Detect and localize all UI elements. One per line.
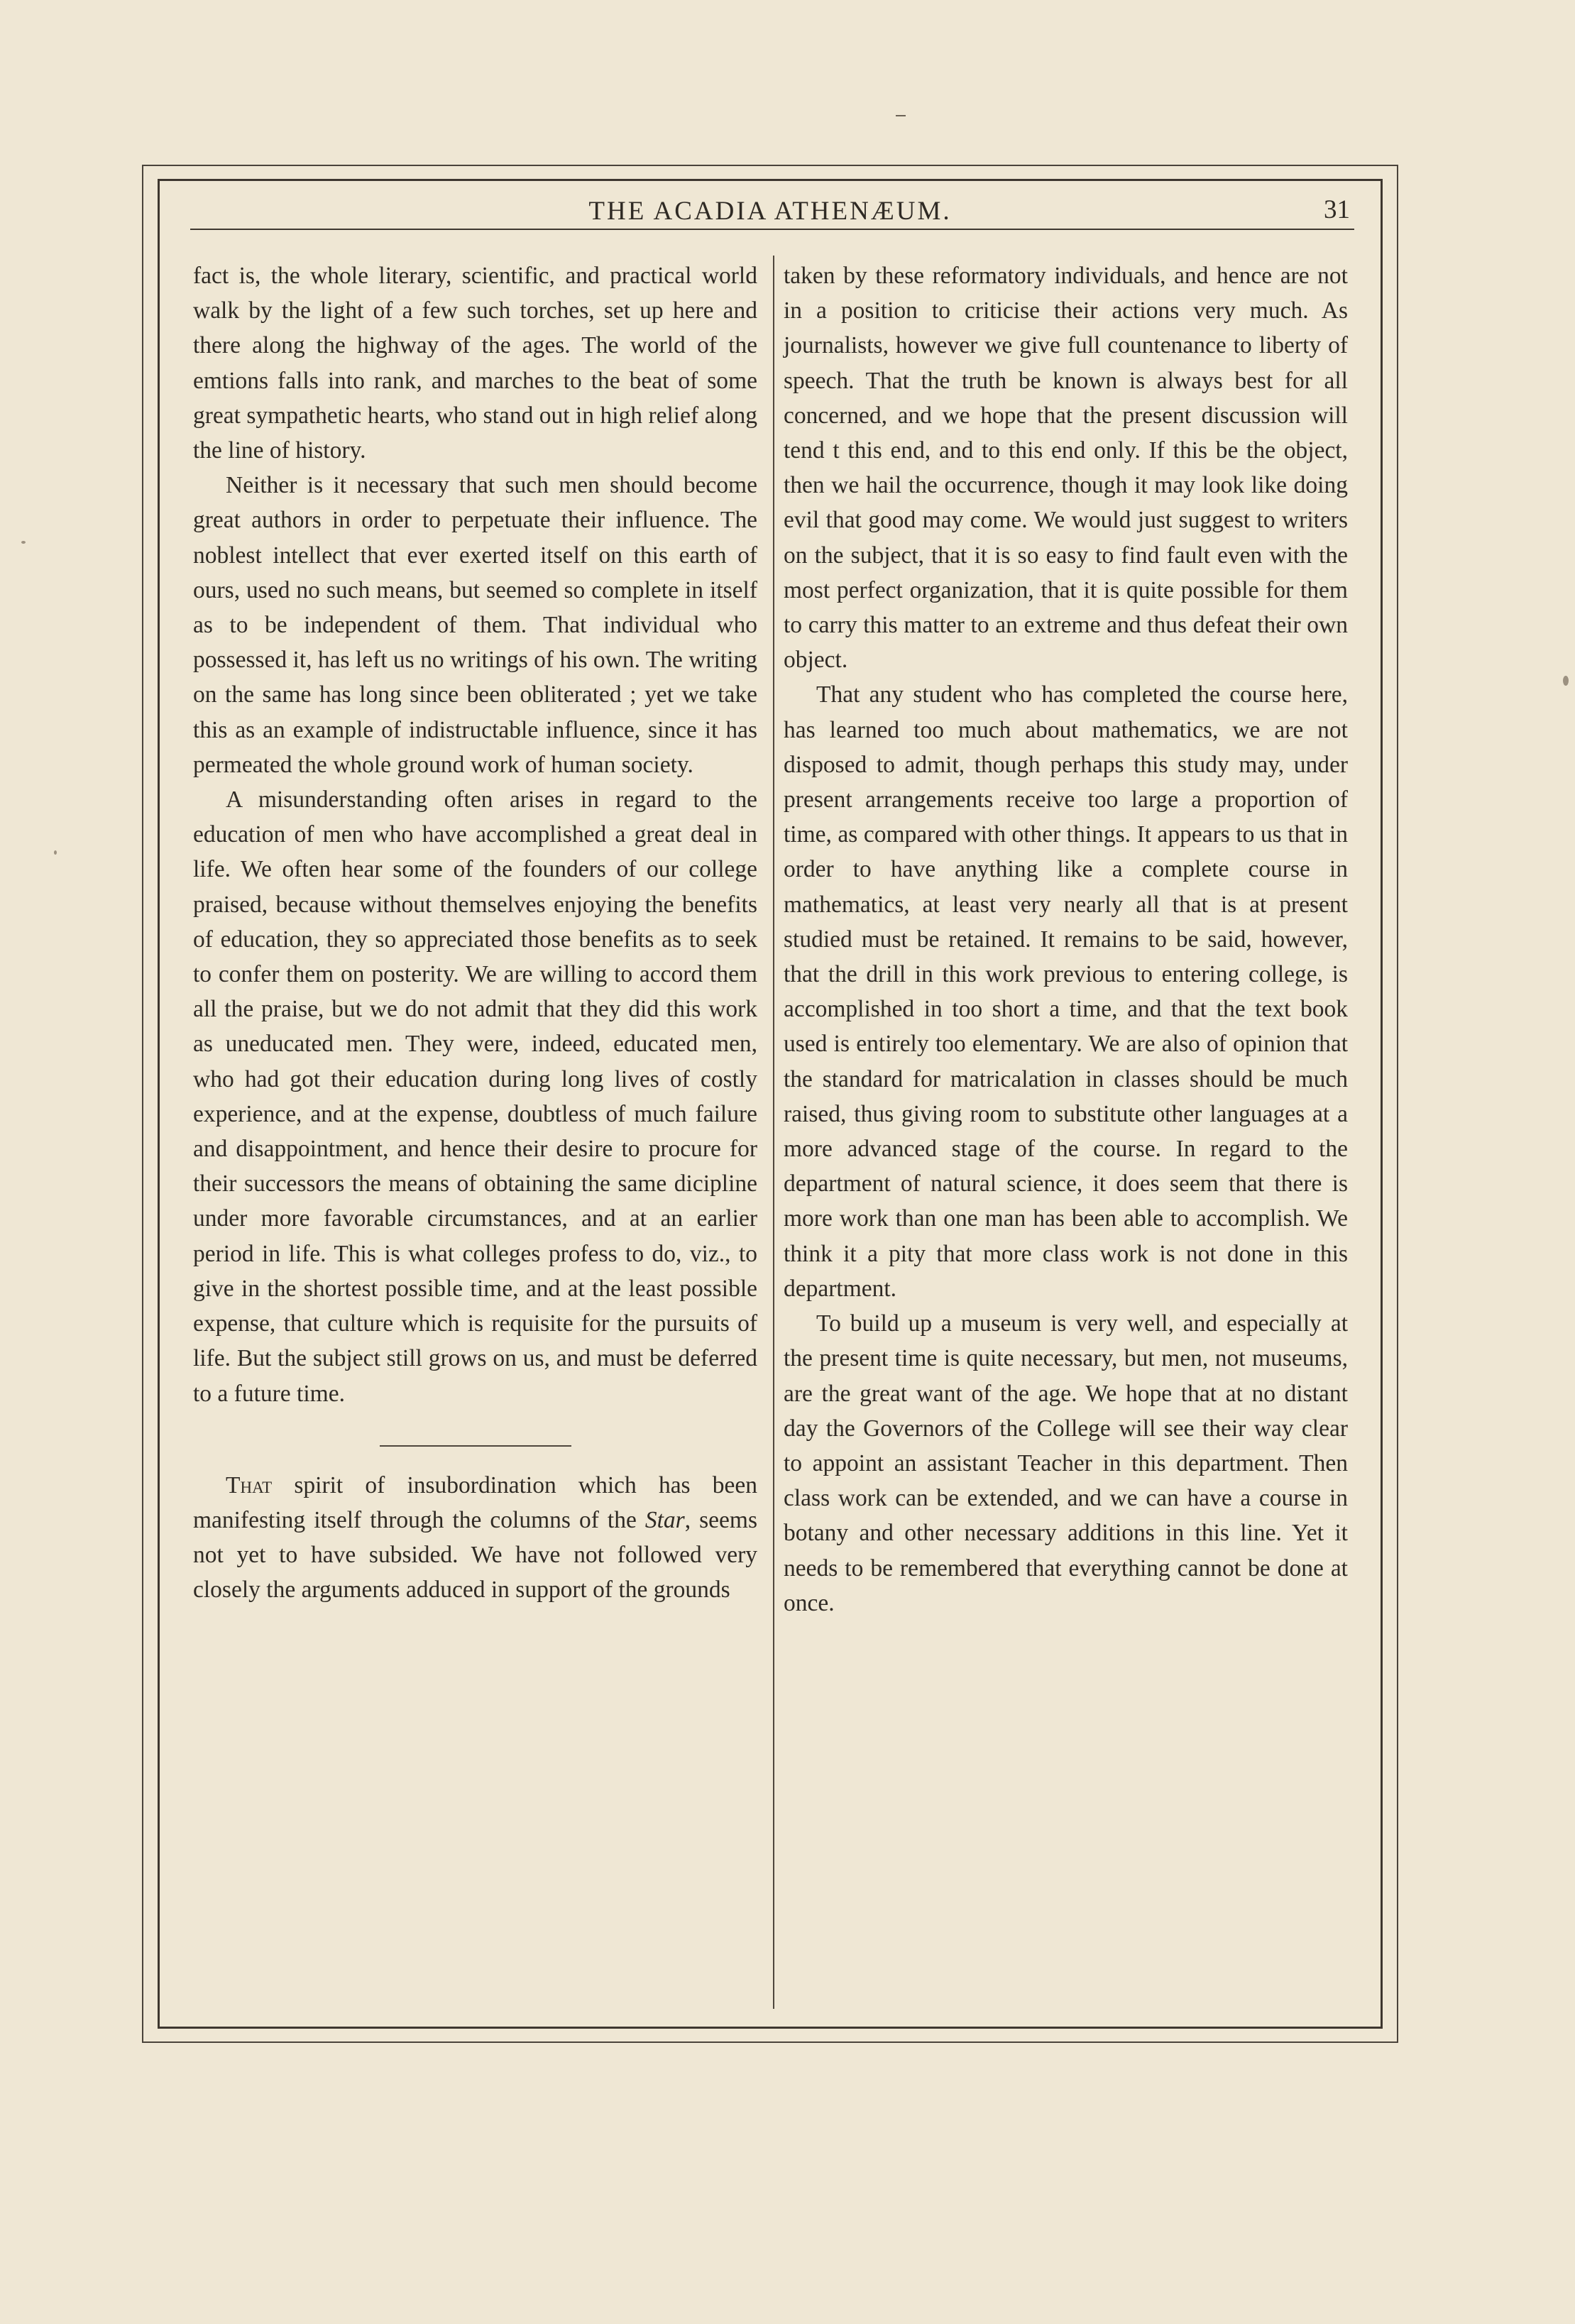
right-paragraph-3: To build up a museum is very well, and especially at the present time is quite necessary, but men, not museums, are the great want of the age. We hope that at no distant day the Governors of the College will see their way clear to appoint an assistant Teacher in this department. Then class work can be extended, and we can have a course in botany and other necessary additions in this line. Yet it needs to be remembered that everything cannot be done at once. [784,1310,1348,1616]
section-divider [380,1445,571,1447]
paper-speck [54,850,57,855]
paper-speck [21,541,26,544]
left-paragraph-insubordination [193,1468,757,1608]
top-margin-mark [896,115,906,116]
right-paragraph-2: That any student who has completed the course here, has learned too much about mathematics, we are not disposed to admit, though perhaps this study may, under present arrangements receive too large a proportion of time, as compared with other things. It appears to us that in order to have anything like a complete course in mathematics, at least very nearly all that is at present studied must be retained. It remains to be said, however, that the drill in this work previous to entering college, is accomplished in too short a time, and that the text book used is entirely too elementary. We are also of opinion that the standard for matricalation in classes should be much raised, thus giving room to substitute other languages at a more advanced stage of the course. In regard to the department of natural science, it does seem that there is more work than one man has been able to accomplish. We think it a pity that more class work is not done in this department. [784,681,1348,1302]
running-header [177,192,1363,227]
header-rule [190,229,1354,230]
page-number: 31 [1324,195,1350,224]
left-paragraph-3: A misunderstanding often arises in regard to the education of men who have accomplished a great deal in life. We often hear some of the founders of our college praised, because without themselves enjoying the benefits of education, they so appreciated those benefits as to seek to confer them on posterity. We are willing to accord them all the praise, but we do not admit that they did this work as uneducated men. They were, indeed, educated men, who had got their education during long lives of costly experience, and at the expense, doubtless of much failure and disappointment, and hence their desire to procure for their successors the means of obtaining the same dicipline under more favorable circumstances, and at an earlier period in life. This is what colleges profess to do, viz., to give in the shortest possible time, and at the least possible expense, that culture which is requisite for the pursuits of life. But the subject still grows on us, and must be deferred to a future time. [193,786,757,1407]
paper-speck [1563,676,1569,686]
insubordination-text-a: spirit of insubordination which has been manifesting itself through the columns of the [193,1471,757,1533]
left-paragraph-1: fact is, the whole literary, scientific, and practical world walk by the light of a few such torches, set up here and there along the highway of the ages. The world of the emtions falls into rank, and marches to the beat of some great sympathetic hearts, who stand out in high relief along the line of history. [193,263,757,464]
right-column [784,258,1348,1621]
left-column [193,258,757,1608]
journal-title: THE ACADIA ATHENÆUM. [588,197,952,226]
right-paragraph-1: taken by these reformatory individuals, and hence are not in a position to criticise their actions very much. As journalists, however we give full countenance to liberty of speech. That the truth be known is always best for all concerned, and we hope that the present discussion will tend t this end, and to this end only. If this be the object, then we hail the occurrence, though it may look like doing evil that good may come. We would just suggest to writers on the subject, that it is so easy to find fault even with the most perfect organization, that it is quite possible for them to carry this matter to an extreme and thus defeat their own object. [784,263,1348,674]
left-paragraph-2: Neither is it necessary that such men should become great authors in order to perpetuate their influence. The noblest intellect that ever exerted itself on this earth of ours, used no such means, but seemed so complete in itself as to be independent of them. That individual who possessed it, has left us no writings of his own. The writing on the same has long since been obliterated ; yet we take this as an example of indistructable influence, since it has permeated the whole ground work of human society. [193,472,757,778]
small-caps-lead: That [226,1471,273,1498]
star-title: Star [644,1506,685,1533]
insubordination-text-b: , seems not yet to have subsided. We have not followed very closely the arguments adduced in support of the grounds [193,1506,757,1604]
column-divider [773,256,774,2009]
